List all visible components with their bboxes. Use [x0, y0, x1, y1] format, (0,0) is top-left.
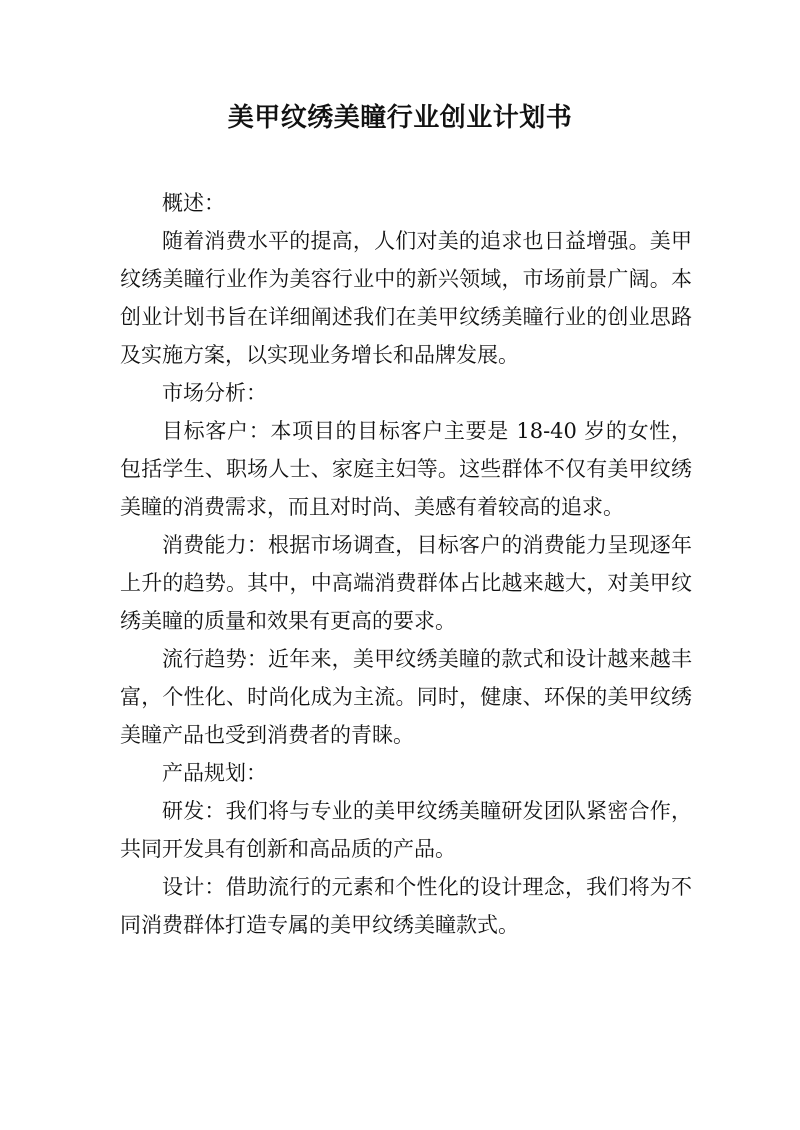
document-body: [120, 184, 692, 944]
overview-heading: 概述：: [162, 191, 225, 215]
design-paragraph: 设计：借助流行的元素和个性化的设计理念，我们将为不同消费群体打造专属的美甲纹绣美瞳款式。: [120, 875, 692, 937]
product-planning-heading: 产品规划：: [162, 761, 267, 785]
rd-paragraph: 研发：我们将与专业的美甲纹绣美瞳研发团队紧密合作，共同开发具有创新和高品质的产品。: [120, 799, 692, 861]
target-customer-paragraph: 目标客户：本项目的目标客户主要是 18-40 岁的女性，包括学生、职场人士、家庭主妇等。这些群体不仅有美甲纹绣美瞳的消费需求，而且对时尚、美感有着较高的追求。: [120, 419, 692, 519]
trend-paragraph: 流行趋势：近年来，美甲纹绣美瞳的款式和设计越来越丰富，个性化、时尚化成为主流。同时，健康、环保的美甲纹绣美瞳产品也受到消费者的青睐。: [120, 647, 692, 747]
market-analysis-heading: 市场分析：: [162, 381, 267, 405]
document-title: 美甲纹绣美瞳行业创业计划书: [227, 103, 573, 133]
overview-paragraph: 随着消费水平的提高，人们对美的追求也日益增强。美甲纹绣美瞳行业作为美容行业中的新兴领域，市场前景广阔。本创业计划书旨在详细阐述我们在美甲纹绣美瞳行业的创业思路及实施方案，以实现业务增长和品牌发展。: [120, 229, 692, 367]
consumption-ability-paragraph: 消费能力：根据市场调查，目标客户的消费能力呈现逐年上升的趋势。其中，中高端消费群体占比越来越大，对美甲纹绣美瞳的质量和效果有更高的要求。: [120, 533, 692, 633]
